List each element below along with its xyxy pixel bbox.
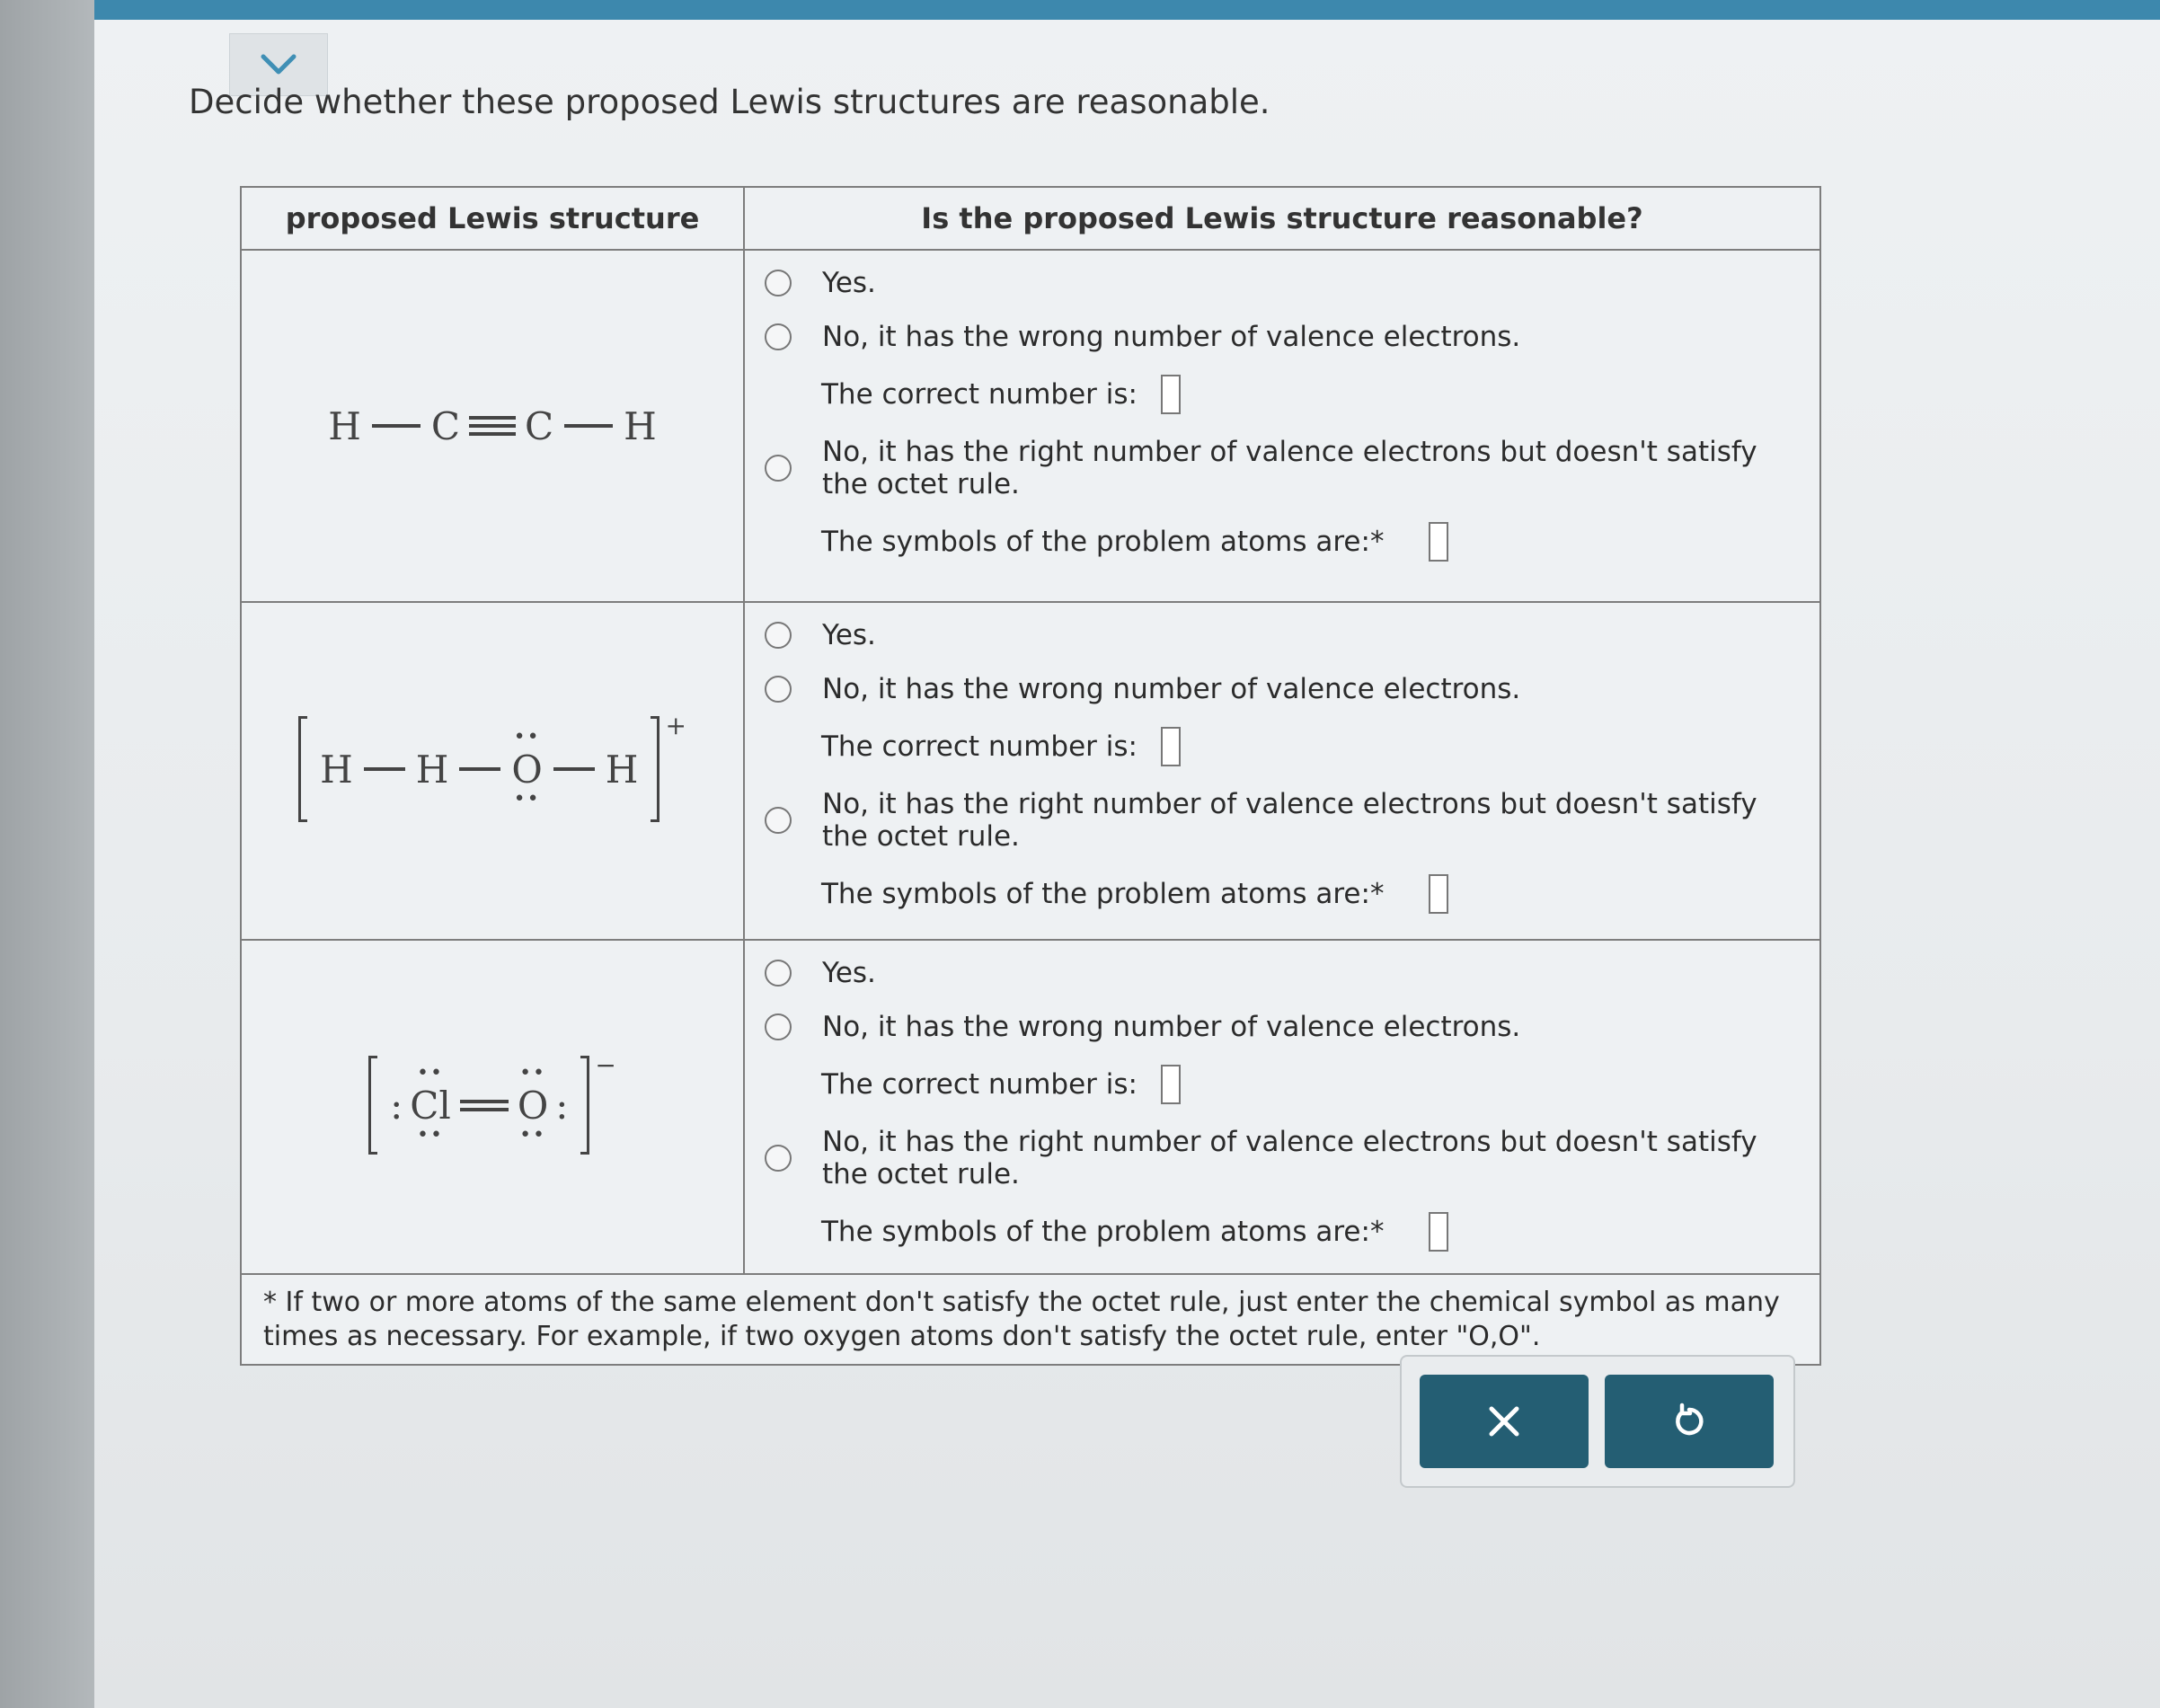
atom-with-lone-pairs: •• •• O xyxy=(511,725,543,810)
radio-button[interactable] xyxy=(765,622,792,649)
correct-number-input[interactable] xyxy=(1161,1065,1181,1104)
lone-pair: : xyxy=(555,1083,569,1128)
single-bond xyxy=(364,767,405,771)
lone-pair: •• xyxy=(513,787,541,810)
radio-button[interactable] xyxy=(765,270,792,296)
question-prompt: Decide whether these proposed Lewis structures are reasonable. xyxy=(189,83,1270,121)
left-bracket xyxy=(368,1056,377,1155)
atom: H xyxy=(320,747,353,792)
problem-atoms-row: The symbols of the problem atoms are:* xyxy=(821,1212,1801,1252)
correct-number-input[interactable] xyxy=(1161,727,1181,766)
radio-button[interactable] xyxy=(765,323,792,350)
structure-cell xyxy=(241,602,744,940)
background-shade xyxy=(0,0,94,1708)
problem-atoms-row: The symbols of the problem atoms are:* xyxy=(821,522,1801,562)
lone-pair: •• xyxy=(417,1061,445,1084)
double-bond xyxy=(460,1095,509,1116)
lone-pair: •• xyxy=(417,1123,445,1146)
radio-button[interactable] xyxy=(765,1145,792,1172)
radio-button[interactable] xyxy=(765,676,792,703)
option-wrong-count[interactable]: No, it has the wrong number of valence electrons. xyxy=(765,321,1801,353)
problem-atoms-input[interactable] xyxy=(1429,874,1448,914)
x-icon xyxy=(1486,1403,1522,1439)
table-row xyxy=(241,250,1820,602)
correct-number-row: The correct number is: xyxy=(821,375,1801,414)
atom: H xyxy=(328,403,361,448)
option-yes[interactable]: Yes. xyxy=(765,957,1801,989)
problem-atoms-input[interactable] xyxy=(1429,522,1448,562)
table-row xyxy=(241,602,1820,940)
radio-button[interactable] xyxy=(765,960,792,987)
problem-atoms-input[interactable] xyxy=(1429,1212,1448,1252)
lone-pair: : xyxy=(390,1083,403,1128)
option-yes[interactable]: Yes. xyxy=(765,619,1801,651)
chevron-down-icon xyxy=(261,53,297,76)
triple-bond xyxy=(469,412,516,440)
top-bar xyxy=(94,0,2160,20)
table-row xyxy=(241,940,1820,1274)
single-bond xyxy=(459,767,500,771)
option-octet[interactable]: No, it has the right number of valence electrons but doesn't satisfy the octet rule. xyxy=(765,436,1801,500)
footnote-row xyxy=(241,1274,1820,1365)
lewis-structure-3 xyxy=(368,1050,616,1155)
atom: C xyxy=(430,403,460,448)
lewis-structure-1 xyxy=(328,404,657,448)
right-bracket xyxy=(651,716,660,822)
option-wrong-count[interactable]: No, it has the wrong number of valence electrons. xyxy=(765,1011,1801,1043)
atom: H xyxy=(415,747,449,792)
lone-pair: •• xyxy=(519,1061,547,1084)
options-cell xyxy=(744,940,1820,1274)
structure-cell xyxy=(241,250,744,602)
radio-button[interactable] xyxy=(765,807,792,834)
atom-with-lone-pairs: •• •• Cl xyxy=(410,1061,451,1146)
correct-number-row: The correct number is: xyxy=(821,727,1801,766)
option-octet[interactable]: No, it has the right number of valence electrons but doesn't satisfy the octet rule. xyxy=(765,788,1801,853)
undo-icon xyxy=(1669,1402,1709,1441)
problem-atoms-row: The symbols of the problem atoms are:* xyxy=(821,874,1801,914)
atom: C xyxy=(525,403,554,448)
clear-button[interactable] xyxy=(1420,1375,1589,1468)
lewis-structure-2 xyxy=(298,711,686,822)
radio-button[interactable] xyxy=(765,1013,792,1040)
single-bond xyxy=(553,767,595,771)
option-octet[interactable]: No, it has the right number of valence electrons but doesn't satisfy the octet rule. xyxy=(765,1126,1801,1190)
option-wrong-count[interactable]: No, it has the wrong number of valence electrons. xyxy=(765,673,1801,705)
column-header-structure: proposed Lewis structure xyxy=(241,187,744,250)
footnote: * If two or more atoms of the same element don't satisfy the octet rule, just enter the chemical symbol as many times as necessary. For example, if two oxygen atoms don't satisfy the octet rule, enter "O,O". xyxy=(241,1274,1820,1365)
options-cell xyxy=(744,250,1820,602)
ion-charge: + xyxy=(665,711,686,740)
lone-pair: •• xyxy=(519,1123,547,1146)
structure-cell xyxy=(241,940,744,1274)
right-bracket xyxy=(580,1056,589,1155)
lewis-structure-table xyxy=(240,186,1821,1366)
options-cell xyxy=(744,602,1820,940)
undo-button[interactable] xyxy=(1605,1375,1774,1468)
ion-charge: − xyxy=(595,1050,616,1080)
radio-button[interactable] xyxy=(765,455,792,482)
column-header-reasonable: Is the proposed Lewis structure reasonable? xyxy=(744,187,1820,250)
correct-number-row: The correct number is: xyxy=(821,1065,1801,1104)
correct-number-input[interactable] xyxy=(1161,375,1181,414)
atom-with-lone-pairs: •• •• O xyxy=(517,1061,549,1146)
option-yes[interactable]: Yes. xyxy=(765,267,1801,299)
left-bracket xyxy=(298,716,307,822)
atom: H xyxy=(624,403,657,448)
atom: H xyxy=(605,747,639,792)
single-bond xyxy=(564,424,613,428)
lone-pair: •• xyxy=(513,725,541,748)
single-bond xyxy=(372,424,420,428)
